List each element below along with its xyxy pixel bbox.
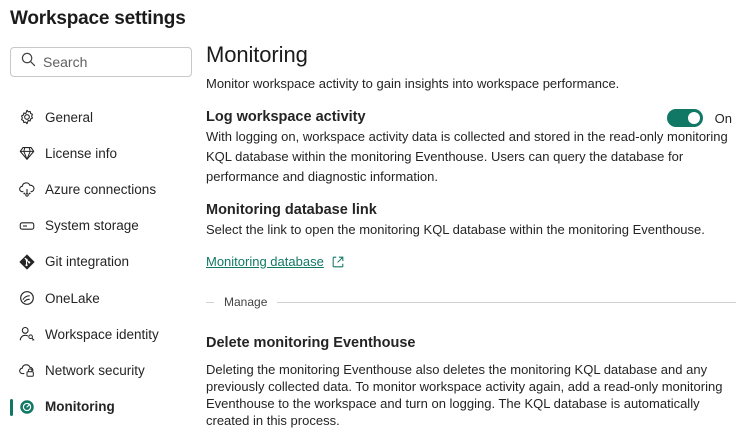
nav-item-monitoring[interactable] [10, 389, 196, 425]
nav-item-license-info[interactable] [10, 135, 196, 171]
nav-item-label: System storage [45, 218, 139, 234]
divider-label: Manage [224, 295, 268, 309]
identity-icon [18, 325, 36, 343]
delete-eventhouse-description: Deleting the monitoring Eventhouse also deletes the monitoring KQL database and any previously collected data. To monitor workspace activity again, add a read-only monitoring Eventhouse to the workspace and turn on logging. The KQL database is automatically created in this process. [206, 362, 723, 428]
nav-item-network-security[interactable] [10, 352, 196, 388]
db-link-description: Select the link to open the monitoring KQL database within the monitoring Eventhouse. [206, 222, 705, 237]
nav-item-label: Network security [45, 362, 145, 378]
section-heading: Monitoring [206, 42, 308, 67]
delete-eventhouse-title: Delete monitoring Eventhouse [206, 335, 416, 351]
nav-item-system-storage[interactable] [10, 208, 196, 244]
git-icon [18, 253, 36, 271]
nav-item-general[interactable] [10, 99, 196, 135]
page-title: Workspace settings [10, 8, 186, 29]
log-activity-toggle[interactable] [667, 109, 703, 127]
nav-item-workspace-identity[interactable] [10, 316, 196, 352]
settings-nav [10, 99, 196, 425]
nav-item-label: General [45, 109, 94, 125]
storage-icon [18, 217, 36, 235]
nav-item-label: OneLake [45, 290, 100, 306]
cloud-lock-icon [18, 361, 36, 379]
nav-item-onelake[interactable] [10, 280, 196, 316]
toggle-state-label: On [714, 110, 732, 126]
log-activity-title: Log workspace activity [206, 109, 366, 125]
open-external-icon [331, 255, 345, 269]
link-label: Monitoring database [206, 254, 324, 269]
cloud-network-icon [18, 180, 36, 198]
main-content [206, 42, 736, 428]
log-activity-description: With logging on, workspace activity data is collected and stored in the read-only monitoring KQL database within the monitoring Eventhouse. Users can query the database for performance and diagnostic information. [206, 129, 728, 184]
nav-item-label: Workspace identity [45, 326, 159, 342]
monitoring-icon [18, 398, 36, 416]
nav-item-azure-connections[interactable] [10, 171, 196, 207]
nav-item-label: Azure connections [45, 181, 157, 197]
gear-icon [18, 108, 36, 126]
nav-item-label: Git integration [45, 254, 130, 270]
search-input[interactable] [43, 54, 183, 70]
manage-divider [206, 295, 736, 309]
section-subtitle: Monitor workspace activity to gain insights into workspace performance. [206, 76, 620, 91]
db-link-title: Monitoring database link [206, 202, 377, 218]
search-icon [21, 52, 36, 72]
nav-item-label: Monitoring [45, 399, 115, 415]
onelake-icon [18, 289, 36, 307]
diamond-icon [18, 144, 36, 162]
search-box[interactable] [10, 47, 192, 77]
monitoring-database-link[interactable] [206, 254, 345, 269]
log-activity-toggle-group [667, 109, 732, 127]
nav-item-label: License info [45, 145, 118, 161]
nav-item-git-integration[interactable] [10, 244, 196, 280]
